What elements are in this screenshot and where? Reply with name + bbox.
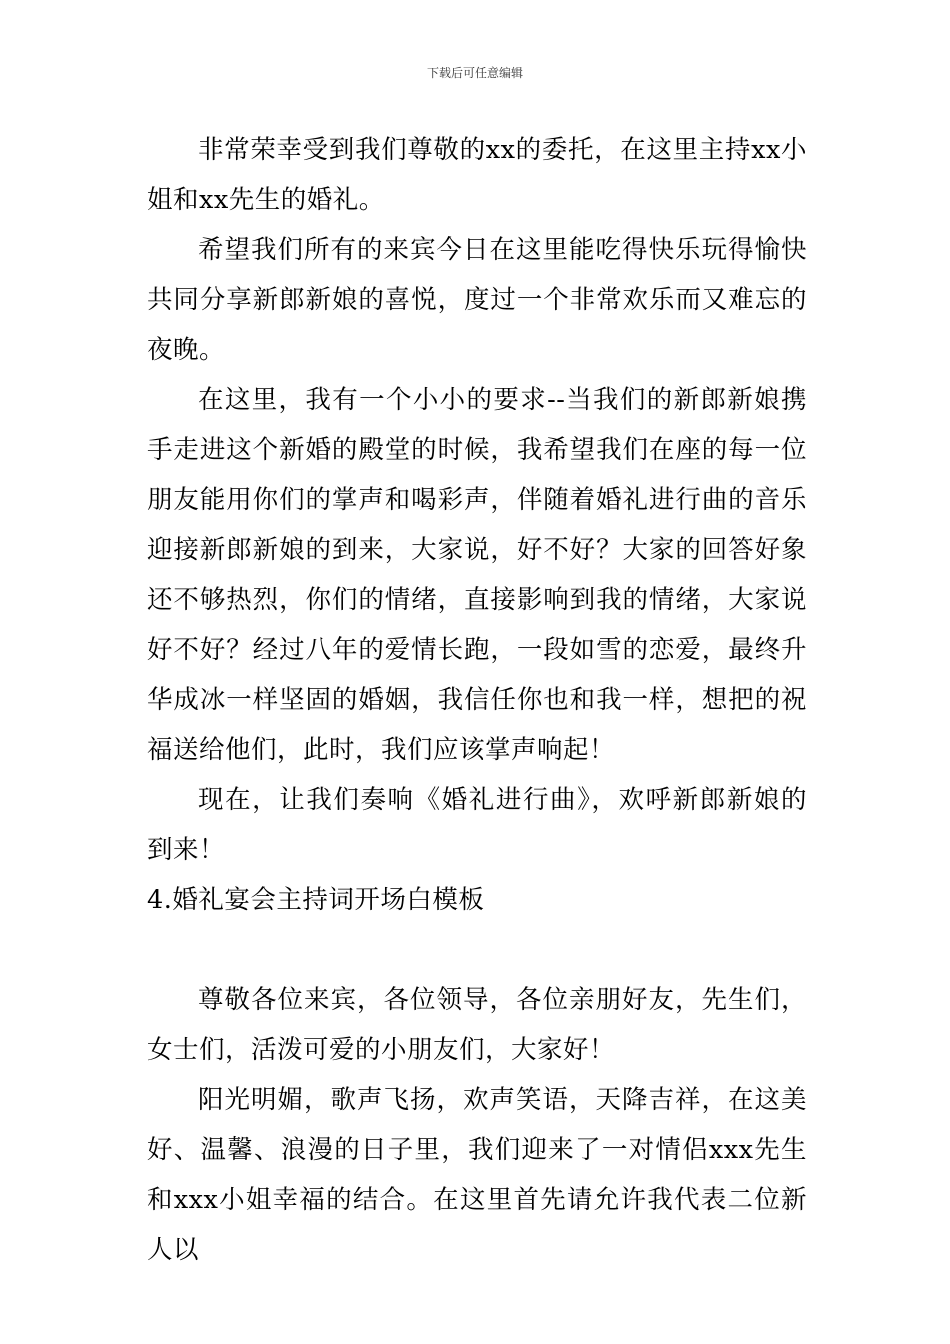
paragraph: 希望我们所有的来宾今日在这里能吃得快乐玩得愉快共同分享新郎新娘的喜悦，度过一个非常欢乐而又难忘的夜晚。 — [147, 235, 807, 365]
paragraph: 非常荣幸受到我们尊敬的xx的委托，在这里主持xx小姐和xx先生的婚礼。 — [147, 135, 807, 215]
section-heading: 4.婚礼宴会主持词开场白模板 — [147, 885, 485, 915]
paragraph: 现在，让我们奏响《婚礼进行曲》，欢呼新郎新娘的到来！ — [147, 785, 807, 865]
paragraph: 在这里，我有一个小小的要求--当我们的新郎新娘携手走进这个新婚的殿堂的时候，我希望我们在座的每一位朋友能用你们的掌声和喝彩声，伴随着婚礼进行曲的音乐迎接新郎新娘的到来，大家说，好不好？大家的回答好象还不够热烈，你们的情绪，直接影响到我的情绪，大家说好不好？经过八年的爱情长跑，一段如雪的恋爱，最终升华成冰一样坚固的婚姻，我信任你也和我一样，想把的祝福送给他们，此时，我们应该掌声响起！ — [147, 385, 807, 765]
paragraph: 阳光明媚，歌声飞扬，欢声笑语，天降吉祥，在这美好、温馨、浪漫的日子里，我们迎来了一对情侣xxx先生和xxx小姐幸福的结合。在这里首先请允许我代表二位新人以 — [147, 1085, 807, 1265]
blank-line — [147, 925, 807, 975]
paragraph: 尊敬各位来宾，各位领导，各位亲朋好友，先生们，女士们，活泼可爱的小朋友们，大家好！ — [147, 985, 807, 1065]
page-header: 下载后可任意编辑 — [426, 66, 523, 80]
document-body — [147, 125, 807, 1275]
